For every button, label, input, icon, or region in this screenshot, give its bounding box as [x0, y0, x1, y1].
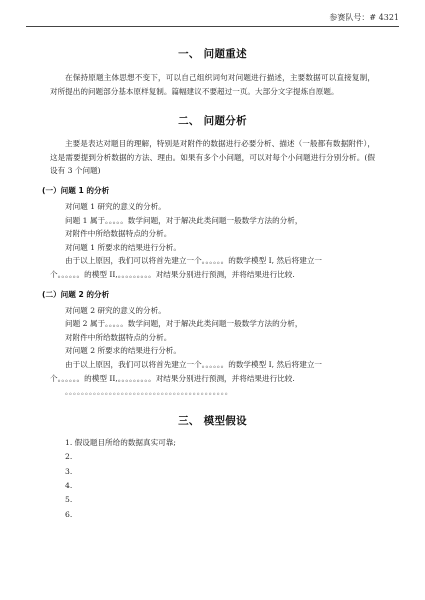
ellipsis-dots: 。。。。。。。。。。。。。。。。。。。。。。。。。。。。。。。。。。。。。。。。。 [65, 387, 233, 397]
analysis-paragraph: 主要是表达对题目的理解，特别是对附件的数据进行必要分析、描述（一般都有数据附件），这是需要提到分析数据的方法、理由。如果有多个小问题，可以对每个小问题进行分别分析。(假设有 3 个问题) [50, 139, 375, 176]
list-item: 对附件中所给数据特点的分析。 [65, 229, 172, 239]
list-item: 个。。。。。。的模型 II,。。。。。。。。。对结果分别进行预测，并将结果进行比较. [50, 373, 295, 383]
list-item: 3. [65, 466, 73, 476]
list-item: 2. [65, 452, 73, 462]
list-item: 对问题 1 研究的意义的分析。 [65, 201, 166, 211]
list-item: 1. 假设题目所给的数据真实可靠; [65, 437, 176, 447]
subsection-title-problem1: (一）问题 1 的分析 [42, 185, 110, 195]
list-item: 对问题 2 研究的意义的分析。 [65, 305, 166, 315]
list-item: 个。。。。。。的模型 II,。。。。。。。。。对结果分别进行预测，并将结果进行比较. [50, 269, 295, 279]
problem1-analysis-lines [50, 200, 375, 282]
list-item: 问题 1 属于。。。。。数学问题，对于解决此类问题一般数学方法的分析， [65, 215, 303, 225]
section-title-assumptions: 三、 模型假设 [178, 414, 247, 427]
restatement-paragraph: 在保持原题主体思想不变下，可以自己组织词句对问题进行描述，主要数据可以直接复制，对所提出的问题部分基本原样复制。篇幅建议不要超过一页。大部分文字提炼自原题。 [50, 73, 375, 96]
list-item: 6. [65, 509, 73, 519]
section-title-analysis: 二、 问题分析 [178, 115, 247, 128]
list-item: 由于以上原因，我们可以将首先建立一个。。。。。。的数学模型 I, 然后将建立一 [65, 359, 323, 369]
assumption-list [50, 436, 375, 522]
list-item: 由于以上原因，我们可以将首先建立一个。。。。。。的数学模型 I, 然后将建立一 [65, 256, 323, 266]
list-item: 对问题 1 所要求的结果进行分析。 [65, 242, 181, 252]
section-title-restatement: 一、 问题重述 [178, 48, 247, 60]
list-item: 问题 2 属于。。。。。数学问题，对于解决此类问题一般数学方法的分析， [65, 319, 303, 329]
list-item: 5. [65, 495, 73, 505]
problem2-analysis-lines [50, 304, 375, 386]
list-item: 对附件中所给数据特点的分析。 [65, 332, 172, 342]
document-body [42, 46, 375, 522]
list-item: 对问题 2 所要求的结果进行分析。 [65, 346, 181, 356]
team-id: 参赛队号：# 4321 [329, 13, 399, 22]
header-rule [26, 26, 399, 27]
subsection-title-problem2: (二）问题 2 的分析 [42, 289, 110, 299]
list-item: 4. [65, 480, 73, 490]
